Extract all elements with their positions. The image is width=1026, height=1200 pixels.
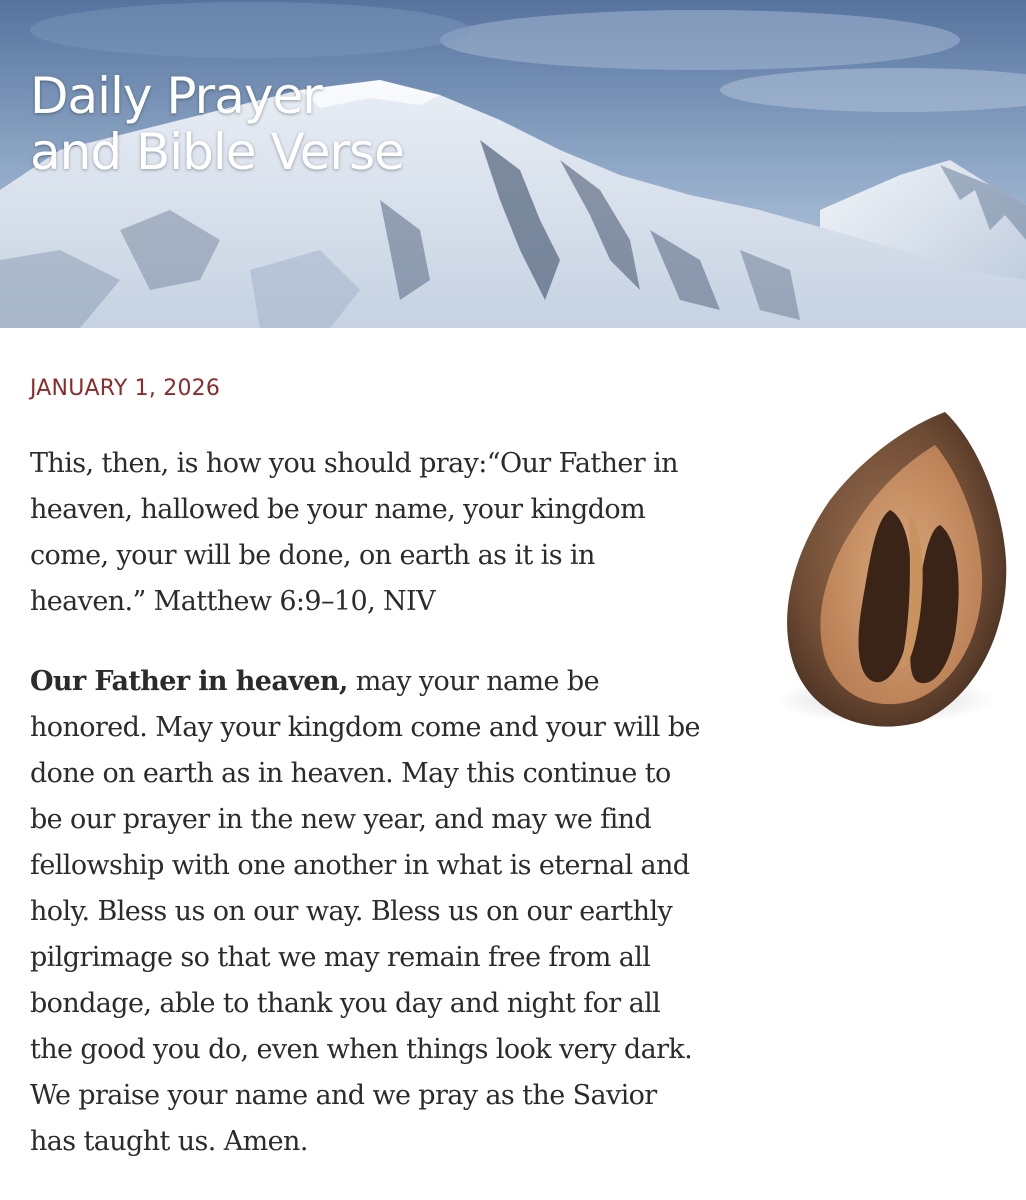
- prayer-lead: Our Father in heaven,: [30, 666, 348, 697]
- header-banner: [0, 0, 1026, 328]
- page-title-line-2: and Bible Verse: [30, 123, 404, 181]
- prayer-body: may your name be honored. May your kingdom come and your will be done on earth as in heaven. May this continue to be our prayer in the new year, and may we find fellowship with one another in what is eternal and holy. Bless us on our way. Bless us on our earthly pilgrimage so that we may remain free from all bondage, able to thank you day and night for all the good you do, even when things look very dark. We praise your name and we pray as the Savior has taught us. Amen.: [30, 666, 700, 1157]
- entry-date: JANUARY 1, 2026: [30, 376, 221, 401]
- prayer-text: [30, 659, 710, 1165]
- bible-verse: This, then, is how you should pray:“Our Father in heaven, hallowed be your name, your kingdom come, your will be done, on earth as it is in heaven.” Matthew 6:9–10, NIV: [30, 448, 678, 617]
- page-title-line-1: Daily Prayer: [30, 67, 322, 125]
- page-title: [30, 68, 404, 180]
- walnut-shell-image: [770, 400, 1020, 740]
